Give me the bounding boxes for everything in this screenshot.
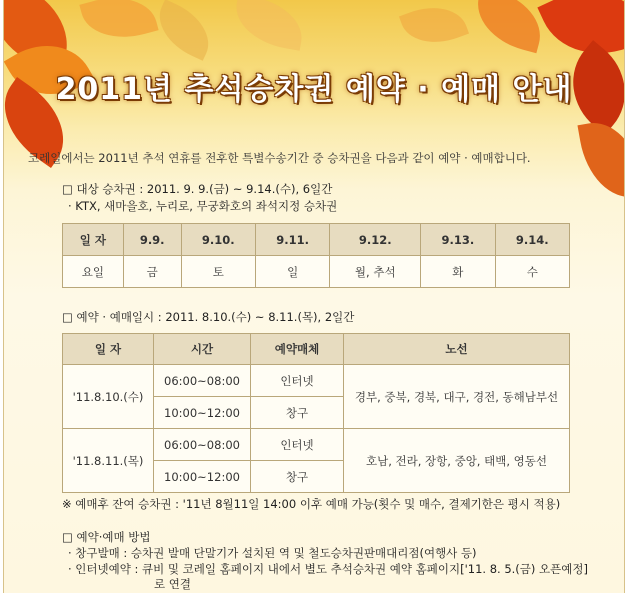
route-cell: 호남, 전라, 장항, 중앙, 태백, 영동선 bbox=[344, 429, 570, 493]
notice-page bbox=[3, 0, 625, 593]
table-cell: 요일 bbox=[63, 256, 124, 288]
method-bullet-internet-cont: 로 연결 bbox=[154, 577, 191, 591]
table-cell: 금 bbox=[123, 256, 181, 288]
table-cell: 화 bbox=[421, 256, 495, 288]
table-cell: 일 bbox=[255, 256, 329, 288]
table-header-cell: 9.13. bbox=[421, 224, 495, 256]
time-cell: 10:00~12:00 bbox=[154, 461, 251, 493]
table-header-cell: 예약매체 bbox=[251, 334, 344, 365]
time-cell: 06:00~08:00 bbox=[154, 365, 251, 397]
section-target-tickets-bullet: · KTX, 새마을호, 누리로, 무궁화호의 좌석지정 승차권 bbox=[68, 199, 338, 213]
date-cell: '11.8.11.(목) bbox=[63, 429, 154, 493]
table-header-cell: 일 자 bbox=[63, 334, 154, 365]
table-header-row bbox=[63, 224, 570, 256]
table-header-cell: 9.14. bbox=[495, 224, 569, 256]
table-header-cell: 9.12. bbox=[330, 224, 421, 256]
table-header-cell: 일 자 bbox=[63, 224, 124, 256]
route-cell: 경부, 중북, 경북, 대구, 경전, 동해남부선 bbox=[344, 365, 570, 429]
table-header-row bbox=[63, 334, 570, 365]
reservation-schedule-table bbox=[62, 333, 570, 493]
table-header-cell: 9.10. bbox=[181, 224, 255, 256]
media-cell: 창구 bbox=[251, 461, 344, 493]
table-row bbox=[63, 429, 570, 461]
table-row bbox=[63, 256, 570, 288]
table-header-cell: 노선 bbox=[344, 334, 570, 365]
media-cell: 창구 bbox=[251, 397, 344, 429]
table-cell: 토 bbox=[181, 256, 255, 288]
remaining-tickets-note: ※ 예매후 잔여 승차권 : '11년 8월11일 14:00 이후 예매 가능(횟수 및 매수, 결제기한은 평시 적용) bbox=[62, 497, 561, 511]
method-bullet-internet: · 인터넷예약 : 큐비 및 코레일 홈페이지 내에서 별도 추석승차권 예약 홈페이지['11. 8. 5.(금) 오픈예정] bbox=[68, 562, 588, 576]
table-cell: 월, 추석 bbox=[330, 256, 421, 288]
table-header-cell: 9.11. bbox=[255, 224, 329, 256]
media-cell: 인터넷 bbox=[251, 365, 344, 397]
section-method-heading: □ 예약·예매 방법 bbox=[62, 530, 151, 544]
table-header-cell: 9.9. bbox=[123, 224, 181, 256]
page-title: 2011년 추석승차권 예약 · 예매 안내 bbox=[55, 72, 573, 107]
table-row bbox=[63, 365, 570, 397]
method-bullet-counter: · 창구발매 : 승차권 발매 단말기가 설치된 역 및 철도승차권판매대리점(여행사 등) bbox=[68, 546, 477, 560]
media-cell: 인터넷 bbox=[251, 429, 344, 461]
table-cell: 수 bbox=[495, 256, 569, 288]
time-cell: 10:00~12:00 bbox=[154, 397, 251, 429]
intro-text: 코레일에서는 2011년 추석 연휴를 전후한 특별수송기간 중 승차권을 다음과 같이 예약 · 예매합니다. bbox=[28, 151, 531, 165]
section-schedule-heading: □ 예약 · 예매일시 : 2011. 8.10.(수) ~ 8.11.(목), 2일간 bbox=[62, 310, 355, 324]
date-cell: '11.8.10.(수) bbox=[63, 365, 154, 429]
time-cell: 06:00~08:00 bbox=[154, 429, 251, 461]
section-target-tickets-heading: □ 대상 승차권 : 2011. 9. 9.(금) ~ 9.14.(수), 6일간 bbox=[62, 182, 333, 196]
target-dates-table bbox=[62, 223, 570, 288]
table-header-cell: 시간 bbox=[154, 334, 251, 365]
